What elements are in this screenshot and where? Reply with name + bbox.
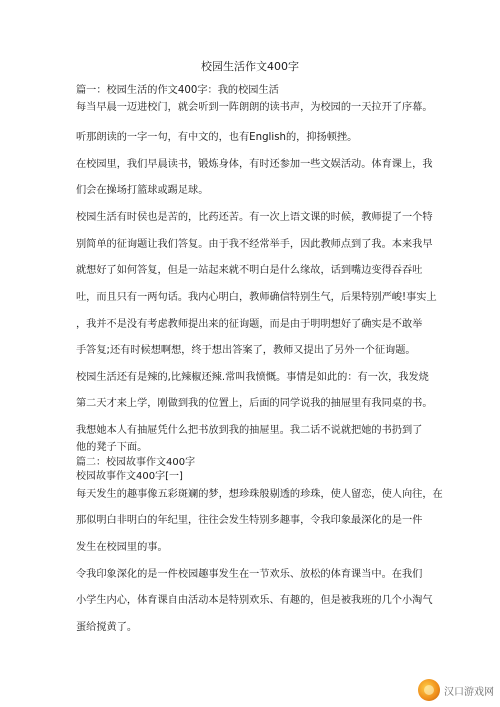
paragraph-line: 每当早晨一迈进校门，就会听到一阵朗朗的读书声，为校园的一天拉开了序幕。	[76, 102, 433, 113]
paragraph-line: 手答复;还有时候想啊想，终于想出答案了，教师又提出了另外一个征询题。	[76, 345, 416, 356]
paragraph-line: 吐，而且只有一两句话。我内心明白，教师确信特别生气，后果特别严峻!事实上	[76, 292, 437, 303]
paragraph-line: 校园生活有时侯也是苦的，比药还苦。有一次上语文课的时候，教师提了一个特	[76, 212, 433, 223]
section-subheading: 校园故事作文400字[一]	[76, 471, 183, 482]
paragraph-line: 第二天才来上学，刚做到我的位置上，后面的同学说我的抽屉里有我同桌的书。	[76, 398, 433, 409]
paragraph-line: 那似明白非明白的年纪里，往往会发生特别多趣事，令我印象最深化的是一件	[76, 515, 423, 526]
paragraph-line: 们会在操场打篮球或踢足球。	[76, 185, 209, 196]
document-title: 校园生活作文400字	[201, 60, 299, 73]
paragraph-line: ，我并不是没有考虑教师提出来的征询题，而是由于明明想好了确实是不敢举	[76, 319, 423, 330]
paragraph-line: 听那朗读的一字一句，有中文的，也有English的，抑扬顿挫。	[76, 132, 358, 143]
paragraph-line: 蛋给搅黄了。	[76, 622, 138, 633]
paragraph-line: 别简单的征询题让我们答复。由于我不经常举手，因此教师点到了我。本来我早	[76, 239, 433, 250]
paragraph-line: 小学生内心，体育课自由活动本是特别欢乐、有趣的，但是被我班的几个小淘气	[76, 595, 433, 606]
paragraph-line: 校园生活还有是辣的,比辣椒还辣.常叫我愤慨。事情是如此的：有一次，我发烧	[76, 372, 429, 383]
paragraph-line: 他的凳子下面。	[76, 442, 148, 453]
paragraph-line: 就想好了如何答复，但是一站起来就不明白是什么缘故，话到嘴边变得吞吞吐	[76, 265, 423, 276]
watermark-text: 汉口游戏网	[444, 686, 494, 698]
section-heading-2: 篇二：校园故事作文400字	[76, 457, 196, 468]
circle-logo-icon	[418, 679, 440, 701]
paragraph-line: 我想她本人有抽屉凭什么把书放到我的抽屉里。我二话不说就把她的书扔到了	[76, 425, 423, 436]
paragraph-line: 发生在校园里的事。	[76, 542, 168, 553]
paragraph-line: 每天发生的趣事像五彩斑斓的梦，想珍珠般剔透的珍珠，使人留恋，使人向往，在	[76, 489, 443, 500]
paragraph-line: 在校园里，我们早晨读书，锻炼身体，有时还参加一些文娱活动。体育课上，我	[76, 159, 433, 170]
section-heading-1: 篇一：校园生活的作文400字：我的校园生活	[76, 85, 279, 96]
watermark	[418, 679, 494, 701]
paragraph-line: 令我印象深化的是一件校园趣事发生在一节欢乐、放松的体育课当中。在我们	[76, 569, 423, 580]
